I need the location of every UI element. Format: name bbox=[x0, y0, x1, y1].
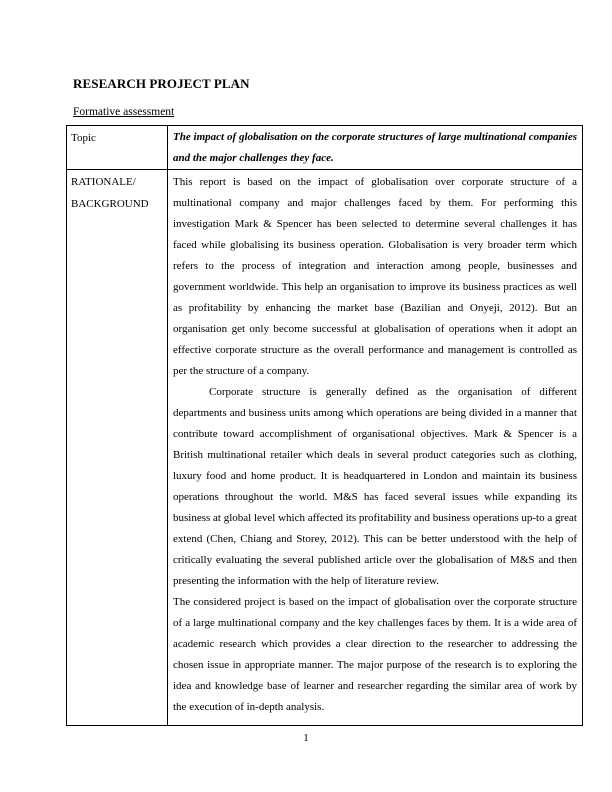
rationale-paragraph-2: Corporate structure is generally defined as the organisation of different departments and business units among which operations are being divided in a manner that contribute toward accomplishment of organisational objectives. Mark & Spencer is a British multinational retailer which deals in several product categories such as clothing, luxury food and home product. It is headquartered in London and maintain its business operations throughout the world. M&S has faced several issues while expanding its business at global level which affected its profitability and business operations up-to a great extend (Chen, Chiang and Storey, 2012). This can be better understood with the help of critically evaluating the several published article over the globalisation of M&S and then presenting the information with the help of literature review. bbox=[173, 386, 577, 587]
topic-label-cell bbox=[67, 126, 168, 170]
topic-label: Topic bbox=[71, 132, 96, 144]
rationale-label-line1: RATIONALE/ bbox=[71, 176, 136, 188]
rationale-paragraph-3: The considered project is based on the impact of globalisation over the corporate structure of a large multinational company and the key challenges faces by them. It is a wide area of academic research which provides a clear direction to the researcher to addressing the chosen issue in appropriate manner. The major purpose of the research is to exploring the idea and knowledge base of learner and researcher regarding the similar area of work by the execution of in-depth analysis. bbox=[173, 596, 577, 713]
research-plan-table bbox=[66, 125, 583, 726]
document-subtitle: Formative assessment bbox=[73, 106, 175, 118]
table-row-topic bbox=[67, 126, 583, 170]
rationale-value-cell bbox=[168, 170, 583, 726]
page-number: 1 bbox=[303, 732, 309, 744]
document-title: RESEARCH PROJECT PLAN bbox=[73, 76, 250, 91]
topic-value: The impact of globalisation on the corporate structures of large multinational companies and the major challenges they face. bbox=[173, 131, 577, 164]
rationale-label-cell bbox=[67, 170, 168, 726]
table-row-rationale bbox=[67, 170, 583, 726]
rationale-paragraph-1: This report is based on the impact of globalisation over corporate structure of a multinational company and major challenges faced by them. For performing this investigation Mark & Spencer has been selected to determine several challenges it has faced while globalising its business operation. Globalisation is very broader term which refers to the process of integration and interaction among people, businesses and government worldwide. This help an organisation to improve its business practices as well as profitability by enhancing the market base (Bazilian and Onyeji, 2012). But an organisation get only become successful at globalisation of operations when it adopt an effective corporate structure as the overall performance and management is controlled as per the structure of a company. bbox=[173, 176, 577, 377]
rationale-label-line2: BACKGROUND bbox=[71, 197, 149, 210]
topic-value-cell bbox=[168, 126, 583, 170]
